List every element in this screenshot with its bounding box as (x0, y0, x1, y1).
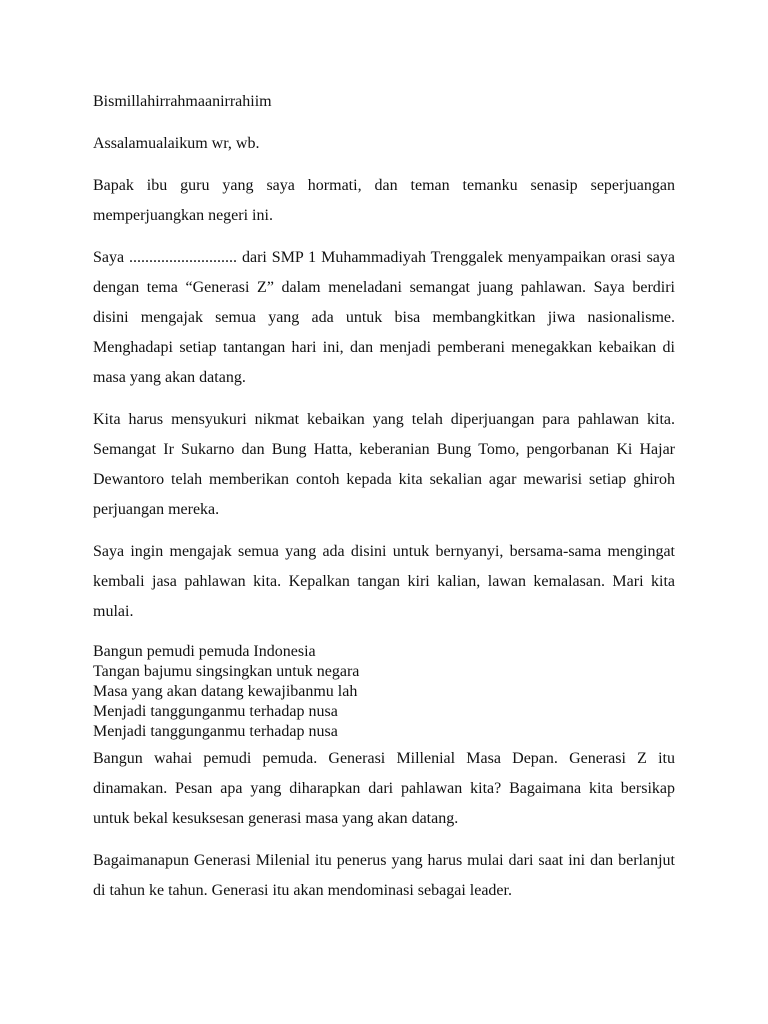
document-body (93, 87, 675, 918)
lyric-line: Menjadi tanggunganmu terhadap nusa (93, 723, 338, 740)
song-lyrics (93, 642, 675, 742)
paragraph-heroes: Kita harus mensyukuri nikmat kebaikan yang telah diperjuangan para pahlawan kita. Semangat Ir Sukarno dan Bung Hatta, keberanian Bung Tomo, pengorbanan Ki Hajar Dewantoro telah memberikan contoh kepada kita sekalian agar mewarisi setiap ghiroh perjuangan mereka. (93, 411, 675, 518)
greeting-line: Assalamualaikum wr, wb. (93, 135, 260, 152)
paragraph-invitation: Saya ingin mengajak semua yang ada disini untuk bernyanyi, bersama-sama mengingat kembali jasa pahlawan kita. Kepalkan tangan kiri kalian, lawan kemalasan. Mari kita mulai. (93, 543, 675, 620)
lyric-line: Bangun pemudi pemuda Indonesia (93, 643, 316, 660)
lyric-line: Tangan bajumu singsingkan untuk negara (93, 663, 360, 680)
lyric-line: Menjadi tanggunganmu terhadap nusa (93, 703, 338, 720)
paragraph-millennial: Bagaimanapun Generasi Milenial itu penerus yang harus mulai dari saat ini dan berlanjut di tahun ke tahun. Generasi itu akan mendominasi sebagai leader. (93, 852, 675, 899)
paragraph-address: Bapak ibu guru yang saya hormati, dan teman temanku senasip seperjuangan memperjuangkan negeri ini. (93, 177, 675, 224)
paragraph-generation-z: Bangun wahai pemudi pemuda. Generasi Millenial Masa Depan. Generasi Z itu dinamakan. Pesan apa yang diharapkan dari pahlawan kita? Bagaimana kita bersikap untuk bekal kesuksesan generasi masa yang akan datang. (93, 750, 675, 827)
opening-line: Bismillahirrahmaanirrahiim (93, 93, 272, 110)
paragraph-introduction: Saya ........................... dari SMP 1 Muhammadiyah Trenggalek menyampaikan orasi saya dengan tema “Generasi Z” dalam meneladani semangat juang pahlawan. Saya berdiri disini mengajak semua yang ada untuk bisa membangkitkan jiwa nasionalisme. Menghadapi setiap tantangan hari ini, dan menjadi pemberani menegakkan kebaikan di masa yang akan datang. (93, 249, 675, 386)
lyric-line: Masa yang akan datang kewajibanmu lah (93, 683, 358, 700)
